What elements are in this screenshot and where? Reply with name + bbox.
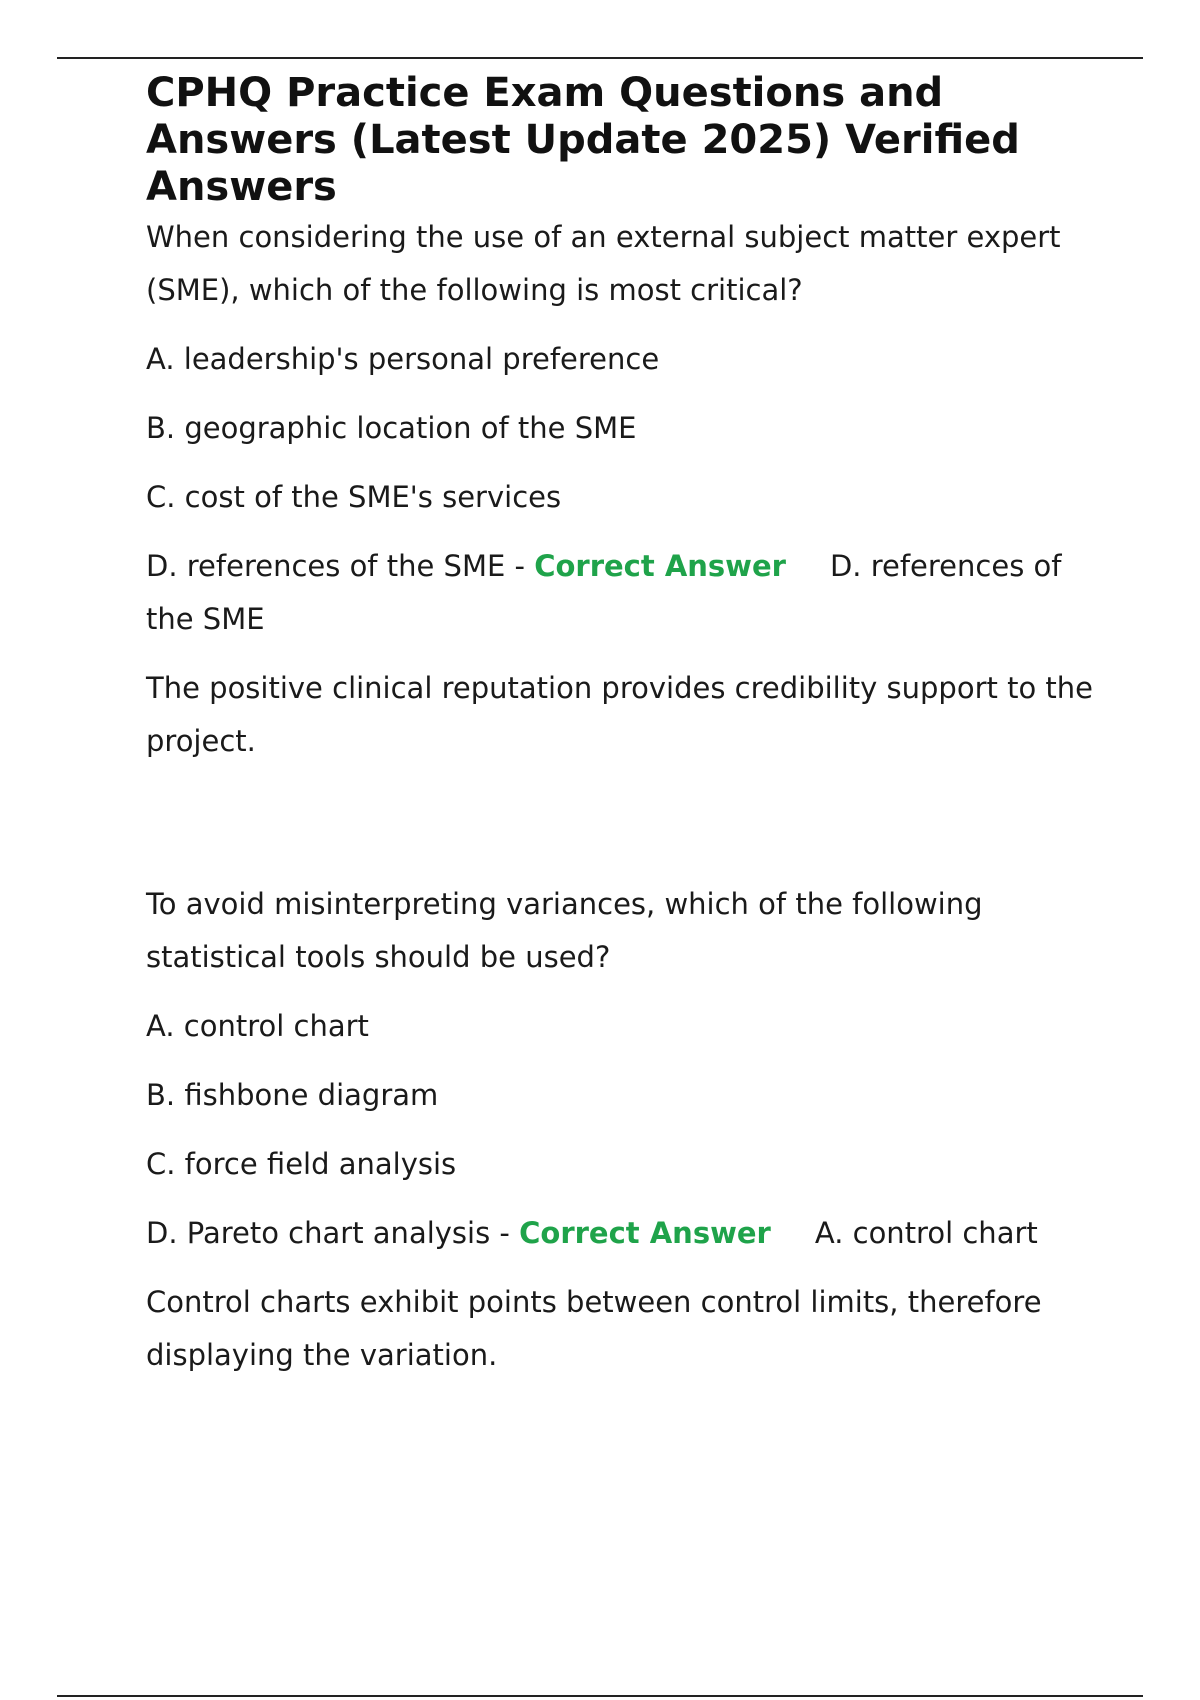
option-b: B. geographic location of the SME [146,411,637,445]
answer-text: D. references of the SME [146,549,1062,636]
answer-line [146,540,1096,646]
option-b: B. fishbone diagram [146,1078,439,1112]
option-a: A. control chart [146,1009,369,1043]
bottom-rule [57,1695,1143,1697]
option-d: D. references of the SME - [146,549,535,583]
question-block-1 [146,211,1096,768]
correct-answer-label: Correct Answer [519,1216,771,1250]
option-c: C. cost of the SME's services [146,480,562,514]
question-text: When considering the use of an external subject matter expert (SME), which of the following is most critical? [146,220,1061,307]
option-d: D. Pareto chart analysis - [146,1216,520,1250]
question-block-2 [146,878,1096,1382]
correct-answer-label: Correct Answer [534,549,786,583]
explanation-text: The positive clinical reputation provides credibility support to the project. [146,671,1094,758]
option-c: C. force field analysis [146,1147,457,1181]
explanation-text: Control charts exhibit points between control limits, therefore displaying the variation. [146,1285,1042,1372]
document-body [146,70,1096,1382]
answer-text: A. control chart [814,1216,1038,1250]
option-a: A. leadership's personal preference [146,342,660,376]
answer-line [146,1207,1096,1260]
question-text: To avoid misinterpreting variances, which of the following statistical tools should be used? [146,887,983,974]
document-title: CPHQ Practice Exam Questions and Answers (Latest Update 2025) Verified Answers [146,70,1020,210]
top-rule [57,57,1143,59]
